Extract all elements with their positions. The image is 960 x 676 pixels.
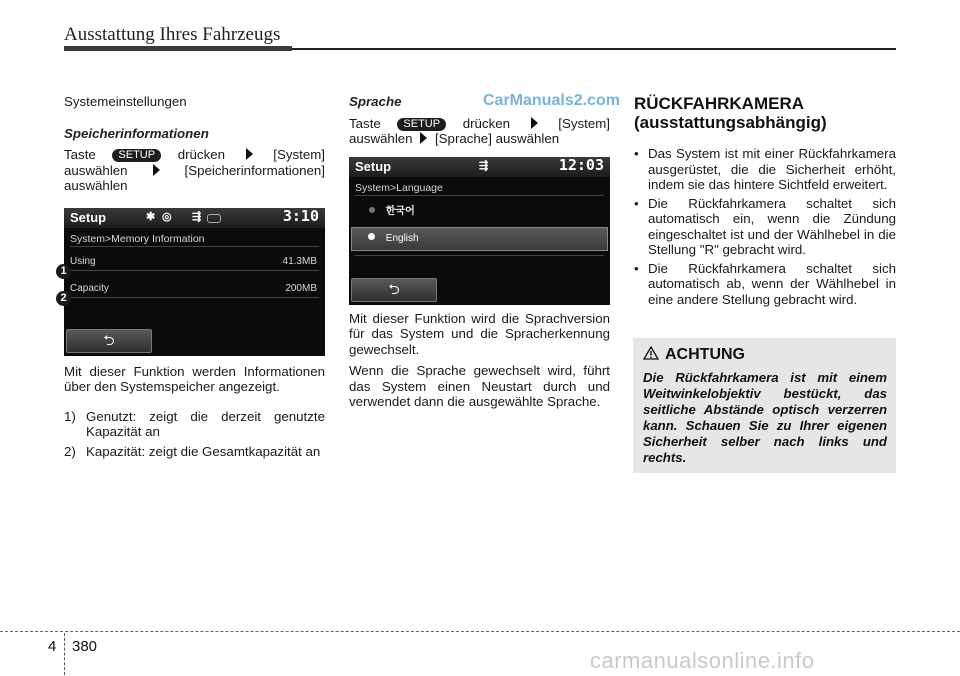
screen-clock: 12:03 xyxy=(558,156,604,174)
language-description-2: Wenn die Sprache gewechselt wird, führt das System einen Neustart durch und verwendet dann die ausgewählte Sprache. xyxy=(349,363,610,409)
arrow-right-icon xyxy=(531,117,538,129)
screen-title: Setup xyxy=(355,158,392,174)
setup-key-badge: SETUP xyxy=(112,149,161,162)
screen-title: Setup xyxy=(70,209,107,225)
instr-word: [Speicherinformationen] xyxy=(184,162,325,178)
back-button[interactable]: ⮌ xyxy=(351,278,437,302)
screen-divider xyxy=(70,246,319,247)
column-memory xyxy=(64,94,325,463)
radio-off-icon xyxy=(369,207,375,213)
instr-word: [System] xyxy=(273,147,326,162)
screen-divider xyxy=(355,255,604,256)
list-item xyxy=(634,261,896,308)
screen-divider xyxy=(70,297,319,298)
warning-triangle-icon xyxy=(643,346,659,360)
bluetooth-icon: ✱ xyxy=(146,210,156,223)
memory-item-list xyxy=(64,409,325,460)
instruction-line-1 xyxy=(64,147,325,163)
bullet-text: Das System ist mit einer Rückfahrkamera ausgerüstet, die die Sicherheit erhöht, indem sie das hintere Sichtfeld erweitert. xyxy=(648,146,896,192)
usb-icon: ⇶ xyxy=(479,159,489,172)
instr-word: [Sprache] auswählen xyxy=(434,131,560,146)
section-title xyxy=(634,94,896,132)
row-label: Using xyxy=(70,255,96,267)
option-label: English xyxy=(385,232,419,244)
screen-divider xyxy=(355,195,604,196)
callout-2: 2 xyxy=(56,291,71,306)
bullet-text: Die Rückfahrkamera schaltet sich automatisch ab, wenn der Wählhebel in eine andere Stellung gebracht wird. xyxy=(648,260,896,307)
warning-title: ACHTUNG xyxy=(665,346,745,363)
battery-icon xyxy=(207,214,221,223)
title-line-1: RÜCKFAHRKAMERA xyxy=(634,94,804,113)
column-rear-camera xyxy=(634,94,896,310)
instr-word: drücken xyxy=(177,147,226,162)
page-number: 380 xyxy=(72,638,98,655)
language-screen xyxy=(349,157,610,305)
setup-key-badge: SETUP xyxy=(397,118,446,131)
instruction-line-2 xyxy=(64,163,325,179)
item-number: 1) xyxy=(64,408,76,424)
instr-word: auswählen xyxy=(64,162,128,178)
subheading-language: Sprache xyxy=(349,94,402,109)
row-value: 200MB xyxy=(285,282,317,294)
memory-row-using xyxy=(70,254,319,270)
usb-icon: ⇶ xyxy=(192,210,202,223)
item-text: Kapazität: zeigt die Gesamtkapazität an xyxy=(86,443,321,459)
screen-path: System>Language xyxy=(355,181,443,194)
instr-word: Taste xyxy=(349,115,381,131)
arrow-right-icon xyxy=(246,148,253,160)
section-heading: Systemeinstellungen xyxy=(64,94,187,109)
option-label: 한국어 xyxy=(385,205,415,217)
bullet-icon: • xyxy=(634,146,639,161)
memory-description: Mit dieser Funktion werden Informationen über den Systemspeicher angezeigt. xyxy=(64,363,325,394)
item-text: Genutzt: zeigt die derzeit genutzte Kapazität an xyxy=(86,408,325,439)
settings-status-icon: ◎ xyxy=(162,210,172,223)
screen-titlebar xyxy=(349,157,610,177)
screen-titlebar xyxy=(64,208,325,228)
watermark-text: CarManuals2.com xyxy=(483,92,620,109)
instr-word: auswählen xyxy=(349,131,413,146)
page-separator xyxy=(64,633,65,675)
back-button[interactable]: ⮌ xyxy=(66,329,152,353)
memory-row-capacity xyxy=(70,281,319,297)
instruction-line-3: auswählen xyxy=(64,178,128,193)
bullet-text: Die Rückfahrkamera schaltet sich automatisch ein, wenn die Zündung eingeschaltet ist und der Wählhebel in die Stellung "R" gebracht wird. xyxy=(648,195,896,257)
list-item xyxy=(634,146,896,193)
instruction-line-1 xyxy=(349,116,610,132)
list-item xyxy=(64,409,325,440)
list-item xyxy=(64,444,325,460)
screen-path: System>Memory Information xyxy=(70,232,205,245)
footer-rule xyxy=(0,631,960,632)
screen-divider xyxy=(70,270,319,271)
warning-box xyxy=(633,338,896,473)
camera-bullet-list xyxy=(634,146,896,307)
row-label: Capacity xyxy=(70,282,109,294)
instruction-line-2 xyxy=(349,131,610,147)
arrow-right-icon xyxy=(420,132,427,144)
language-option-korean[interactable] xyxy=(355,203,604,221)
chapter-number: 4 xyxy=(48,638,57,655)
instr-word: drücken xyxy=(462,115,511,131)
instr-word: [System] xyxy=(558,115,611,131)
title-line-2: (ausstattungsabhängig) xyxy=(634,113,827,132)
row-value: 41.3MB xyxy=(282,255,317,267)
bullet-icon: • xyxy=(634,260,639,276)
footer-site-watermark: carmanualsonline.info xyxy=(590,648,815,673)
radio-on-icon xyxy=(368,233,375,240)
header-rule-accent xyxy=(64,46,292,51)
warning-text: Die Rückfahrkamera ist mit einem Weitwinkelobjektiv bestückt, das seitliche Abstände optisch verzerren kann. Schauen Sie zu Ihrer eigenen Sicherheit selber nach links und rechts. xyxy=(643,370,887,465)
list-item xyxy=(634,196,896,258)
arrow-right-icon xyxy=(153,164,160,176)
instr-word: Taste xyxy=(64,147,96,162)
column-language xyxy=(349,94,610,416)
memory-info-screen xyxy=(64,208,325,356)
subheading-memory: Speicherinformationen xyxy=(64,125,209,141)
bullet-icon: • xyxy=(634,195,639,211)
warning-header xyxy=(643,346,745,364)
callout-1: 1 xyxy=(56,264,71,279)
language-option-english[interactable] xyxy=(351,227,608,251)
item-number: 2) xyxy=(64,443,76,459)
screen-clock: 3:10 xyxy=(282,207,319,225)
language-description-1: Mit dieser Funktion wird die Sprachversion für das System und die Spracherkennung gewechselt. xyxy=(349,310,610,357)
running-header: Ausstattung Ihres Fahrzeugs xyxy=(64,24,281,45)
